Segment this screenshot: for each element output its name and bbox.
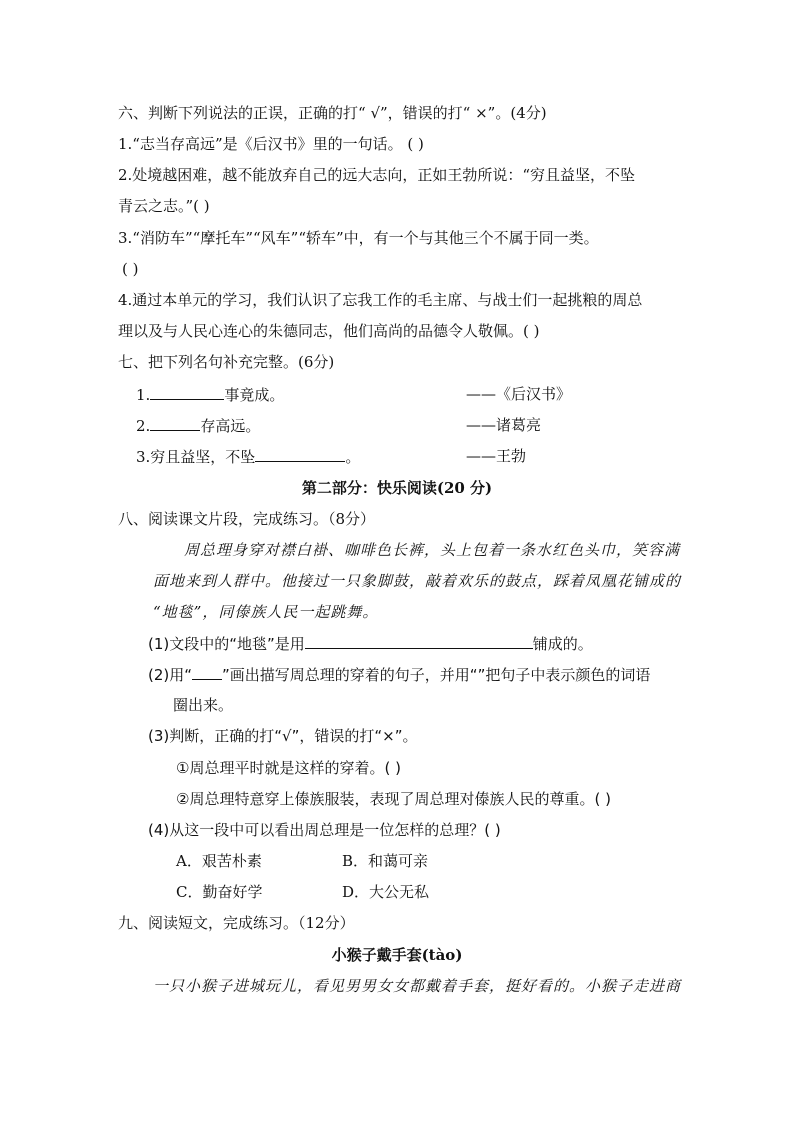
s7-item-2-source: ——诸葛亮	[466, 416, 542, 434]
s8-question-2-line-1: (2)用“ ”画出描写周总理的穿着的句子，并用“”把句子中表示颜色的词语	[148, 666, 651, 684]
option-a: A．艰苦朴素	[176, 852, 262, 870]
s7-item-1-source: ——《后汉书》	[466, 385, 572, 403]
part-2-title: 第二部分：快乐阅读(20 分)	[301, 479, 493, 497]
s6-question-4-line-2: 理以及与人民心连心的朱德同志，他们高尚的品德令人敬佩。( )	[118, 322, 540, 340]
underline-sample	[192, 664, 222, 680]
option-b: B．和蔼可亲	[342, 852, 429, 870]
passage-line-1: 周总理身穿对襟白褂、咖啡色长裤，头上包着一条水红色头巾，笑容满	[184, 541, 681, 559]
answer-blank[interactable]	[150, 415, 200, 431]
section-7-heading: 七、把下列名句补充完整。(6分)	[118, 353, 335, 371]
section-9-heading: 九、阅读短文，完成练习。（12分）	[118, 914, 355, 932]
option-c: C．勤奋好学	[176, 883, 263, 901]
answer-blank[interactable]	[150, 384, 224, 400]
s6-question-2-line-1: 2.处境越困难，越不能放弃自己的远大志向，正如王勃所说：“穷且益坚，不坠	[118, 166, 635, 184]
section-6-heading: 六、判断下列说法的正误，正确的打“ √”，错误的打“ ×”。(4分)	[118, 104, 547, 122]
s7-item-3-source: ——王勃	[466, 447, 527, 465]
s8-question-3-a: ①周总理平时就是这样的穿着。( )	[176, 759, 401, 777]
s7-item-2: 2. 存高远。	[136, 417, 261, 435]
story-line-1: 一只小猴子进城玩儿，看见男男女女都戴着手套，挺好看的。小猴子走进商	[153, 977, 682, 995]
s7-item-3: 3.穷且益坚，不坠 。	[136, 448, 361, 466]
option-d: D．大公无私	[342, 883, 430, 901]
s6-question-3-line-2: ( )	[122, 260, 139, 278]
s8-question-3-b: ②周总理特意穿上傣族服装，表现了周总理对傣族人民的尊重。( )	[176, 790, 611, 808]
s7-item-1: 1. 事竟成。	[136, 386, 285, 404]
s8-question-3: (3)判断，正确的打“√”，错误的打“×”。	[148, 727, 418, 745]
s8-question-1: (1)文段中的“地毯”是用 铺成的。	[148, 635, 593, 653]
s6-question-3-line-1: 3.“消防车”“摩托车”“风车”“轿车”中，有一个与其他三个不属于同一类。	[118, 229, 599, 247]
passage-line-3: “地毯”，同傣族人民一起跳舞。	[153, 603, 379, 621]
s6-question-1: 1.“志当存高远”是《后汉书》里的一句话。 ( )	[118, 135, 424, 153]
s6-question-2-line-2: 青云之志。”( )	[118, 197, 210, 215]
s6-question-4-line-1: 4.通过本单元的学习，我们认识了忘我工作的毛主席、与战士们一起挑粮的周总	[118, 291, 643, 309]
passage-line-2: 面地来到人群中。他接过一只象脚鼓，敲着欢乐的鼓点，踩着凤凰花铺成的	[153, 572, 682, 590]
story-title: 小猴子戴手套(tào)	[331, 946, 463, 964]
answer-blank[interactable]	[305, 633, 533, 649]
section-8-heading: 八、阅读课文片段，完成练习。（8分）	[118, 510, 376, 528]
s8-question-4: (4)从这一段中可以看出周总理是一位怎样的总理？( )	[148, 821, 501, 839]
answer-blank[interactable]	[255, 446, 345, 462]
s8-question-2-line-2: 圈出来。	[173, 696, 234, 714]
